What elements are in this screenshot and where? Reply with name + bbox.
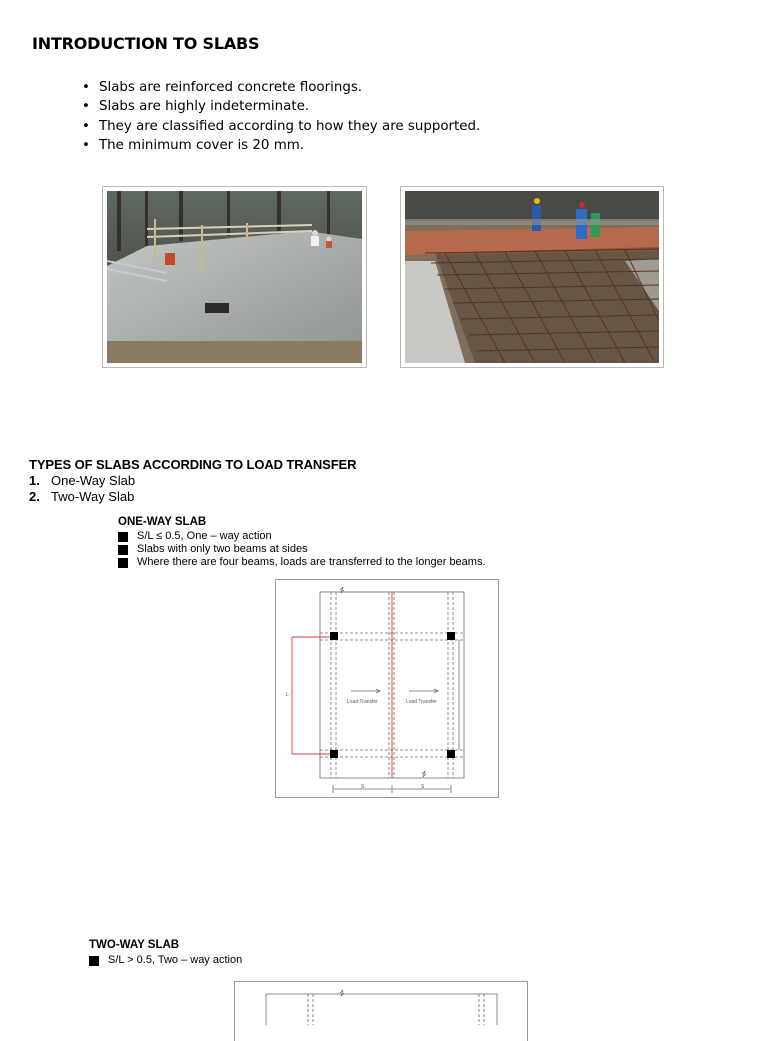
dimension-label-S-left: S [361,784,365,790]
dimension-label-L: L [286,692,289,698]
dimension-label-S-right: S [421,784,425,790]
concrete-slab-photo [102,186,367,368]
list-item: S/L > 0.5, Two – way action [89,954,242,967]
one-way-slab-drawing [276,580,498,797]
list-item: 2. Two-Way Slab [29,488,135,504]
load-transfer-label-right: Load Transfer [406,699,437,705]
two-way-heading: TWO-WAY SLAB [89,939,180,951]
two-way-slab-drawing [235,982,527,1025]
two-way-points [89,954,242,967]
list-item: Slabs with only two beams at sides [118,543,486,556]
rebar-mesh-image [405,191,659,363]
list-item: • Slabs are reinforced concrete floorings. [80,78,480,97]
two-way-slab-diagram [234,981,528,1041]
page-title: INTRODUCTION TO SLABS [32,34,260,53]
one-way-points [118,530,486,569]
concrete-slab-image [107,191,362,363]
types-heading: TYPES OF SLABS ACCORDING TO LOAD TRANSFER [29,457,357,472]
load-transfer-label-left: Load Transfer [347,699,378,705]
list-item: Where there are four beams, loads are transferred to the longer beams. [118,556,486,569]
list-item: 1. One-Way Slab [29,473,136,488]
rebar-mesh-photo [400,186,664,368]
list-item: • They are classified according to how they are supported. [80,117,480,136]
list-item: S/L ≤ 0.5, One – way action [118,530,486,543]
types-list [29,473,135,504]
one-way-heading: ONE-WAY SLAB [118,516,207,528]
list-item: • Slabs are highly indeterminate. [80,97,480,116]
one-way-slab-diagram [275,579,499,798]
list-item: • The minimum cover is 20 mm. [80,136,480,155]
intro-bullet-list [80,78,480,156]
